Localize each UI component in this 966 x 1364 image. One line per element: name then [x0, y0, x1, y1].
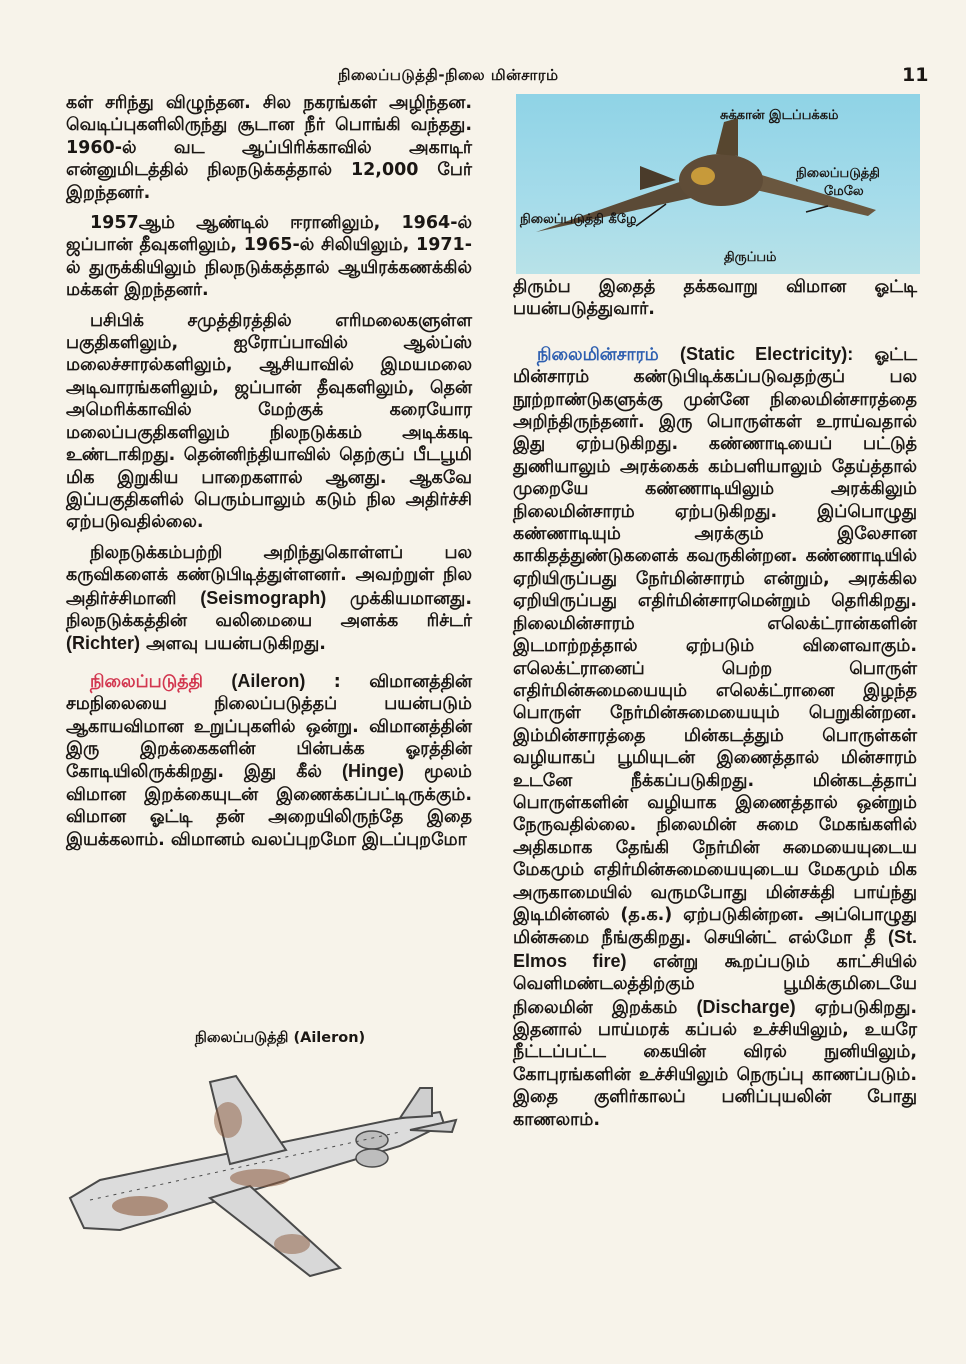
- page-number: 11: [902, 64, 929, 86]
- text: நிலநடுக்கம்பற்றி அறிந்துகொள்ளப் பல கருவிகளைக் கண்டுபிடித்துள்ளனர். அவற்றுள் நில அதிர்ச்சிமானி: [66, 542, 472, 609]
- text: என்று கூறப்படும் காட்சியில் வெளிமண்டலத்திற்கும் பூமிக்குமிடையே நிலைமின் இறக்கம்: [513, 951, 918, 1018]
- text: அளவு பயன்படுகிறது.: [146, 634, 326, 655]
- left-column: [66, 92, 472, 859]
- term-discharge: (Discharge): [696, 996, 796, 1017]
- label-turn: திருப்பம்: [724, 250, 777, 265]
- term-aileron: (Aileron): [231, 670, 306, 691]
- text: ஓட்ட மின்சாரம் கண்டுபிடிக்கப்படுவதற்குப் பல நூற்றாண்டுகளுக்கு முன்னே நிலைமின்சாரத்தை அறிந்திருந்தனர். இரு பொருள்கள் உராய்வதால் இது ஏற்படுகிறது. கண்ணாடியைப் பட்டுத் துணியாலும் அரக்கைக் கம்பளியாலும் தேய்த்தால் முறையே கண்ணாடியிலும் அரக்கிலும் நிலைமின்சாரம் ஏற்படுகிறது. இப்பொழுது கண்ணாடியும் அரக்கும் இலேசான காகிதத்துண்டுகளைக் கவருகின்றன. கண்ணாடியில் ஏறியிருப்பது நேர்மின்சாரம் என்றும், அரக்கில ஏறியிருப்பது எதிர்மின்சாரமென்றும் தெரிகிறது. நிலைமின்சாரம் எலெக்ட்ரான்களின் இடமாற்றத்தால் ஏற்படும் விளைவாகும். எலெக்ட்ரானைப் பெற்ற பொருள் எதிர்மின்சுமையையும் எலெக்ட்ரானை இழந்த பொருள் நேர்மின்சுமையையும் பெறுகின்றன. இம்மின்சாரத்தை மின்கடத்தும் பொருள்கள் வழியாகப் பூமியுடன் இணைத்தால் மின்சாரம் உடனே நீக்கப்படுகிறது. மின்கடத்தாப் பொருள்களின் வழியாக இணைத்தால் ஒன்றும் நேருவதில்லை. நிலைமின் சுமை மேகங்களில் அதிகமாக தேங்கி நேர்மின் சுமையையுடைய மேகமும் எதிர்மின்சுமையையுடைய மேகமும் மிக அருகாமையில் வருமபோது மின்சக்தி பாய்ந்து இடிமின்னல் (த.க.) ஏற்படுகின்றன. அப்பொழுது மின்சுமை நீங்குகிறது. செயின்ட் எல்மோ தீ: [513, 344, 918, 949]
- term-richter: (Richter): [66, 633, 141, 654]
- term-static-electricity: (Static Electricity):: [680, 343, 854, 364]
- paragraph-aileron: [66, 670, 472, 851]
- term-seismograph: (Seismograph): [200, 587, 327, 608]
- running-title: நிலைப்படுத்தி-நிலை மின்சாரம்: [338, 66, 559, 84]
- label-aileron-up-1: நிலைப்படுத்தி: [796, 166, 880, 181]
- page-header: [0, 64, 966, 92]
- term-hinge: (Hinge): [341, 761, 404, 782]
- text: முக்கியமானது. நிலநடுக்கத்தின் வலிமையை அளக்க ரிச்டர்: [66, 588, 472, 631]
- paragraph: கள் சரிந்து விழுந்தன. சில நகரங்கள் அழிந்தன. வெடிப்புகளிலிருந்து சூடான நீர் பொங்கி வந்தது. 1960-ல் வட ஆப்பிரிக்காவில் அகாடிர் என்னுமிடத்தில் நிலநடுக்கத்தால் 12,000 பேர் இறந்தனர்.: [66, 93, 472, 203]
- figure-caption: நிலைப்படுத்தி (Aileron): [194, 1030, 366, 1046]
- label-aileron-up-2: மேலே: [824, 184, 864, 199]
- figure-airliner: [60, 1068, 470, 1290]
- text: மூலம் விமான இறக்கையுடன் இணைக்கப்பட்டிருக்கும். விமான ஓட்டி தன் அறையிலிருந்தே இதை இயக்கலாம். விமானம் வலப்புறமோ இடப்புறமோ: [66, 762, 472, 850]
- paragraph-seismograph: [66, 542, 472, 656]
- paragraph: திரும்ப இதைத் தக்கவாறு விமான ஓட்டி பயன்படுத்துவார்.: [513, 277, 917, 320]
- paragraph: 1957ஆம் ஆண்டில் ஈரானிலும், 1964-ல் ஜப்பான் தீவுகளிலும், 1965-ல் சிலியிலும், 1971-ல் துருக்கியிலும் நிலநடுக்கத்தால் ஆயிரக்கணக்கில் மக்கள் இறந்தனர்.: [66, 213, 472, 301]
- airliner-illustration: [60, 1068, 470, 1290]
- right-column: [513, 276, 917, 1139]
- text: ஏற்படுகிறது. இதனால் பாய்மரக் கப்பல் உச்சியிலும், உயரே நீட்டப்பட்ட கையின் விரல் நுனியிலும், கோபுரங்களின் உச்சியிலும் நெருப்பு காணப்படும். இதை குளிர்காலப் பனிப்புயலின் போது காணலாம்.: [513, 997, 918, 1130]
- label-rudder-left: சுக்கான் இடப்பக்கம்: [720, 108, 839, 123]
- figure-aileron-diagram: [516, 94, 920, 274]
- term-st-elmos-fire: (St. Elmos fire): [513, 927, 918, 971]
- text: : விமானத்தின் சமநிலையை நிலைப்படுத்தப் பயன்படும் ஆகாயவிமான உறுப்புகளில் ஒன்று. விமானத்தின் இரு இறக்கைகளின் பின்பக்க ஓரத்தின் கோடியிலிருக்கிறது. இது கீல்: [66, 671, 473, 783]
- heading-static-electricity: நிலைமின்சாரம்: [537, 344, 659, 365]
- paragraph: பசிபிக் சமுத்திரத்தில் எரிமலைகளுள்ள பகுதிகளிலும், ஐரோப்பாவில் ஆல்ப்ஸ் மலைச்சாரல்களிலும், ஆசியாவில் இமயமலை அடிவாரங்களிலும், ஜப்பான் தீவுகளிலும், தென் அமெரிக்காவில் மேற்குக் கரையோர மலைப்பகுதிகளிலும் நிலநடுக்கம் அடிக்கடி உண்டாகிறது. தென்னிந்தியாவில் தெற்குப் பீடபூமி மிக இறுகிய பாறைகளால் ஆனது. ஆகவே இப்பகுதிகளில் பெரும்பாலும் கடும் நில அதிர்ச்சி ஏற்படுவதில்லை.: [66, 310, 472, 533]
- label-aileron-down: நிலைப்படுத்தி கீழே: [520, 212, 637, 227]
- heading-aileron: நிலைப்படுத்தி: [90, 671, 203, 692]
- paragraph-static-electricity: [513, 343, 917, 1131]
